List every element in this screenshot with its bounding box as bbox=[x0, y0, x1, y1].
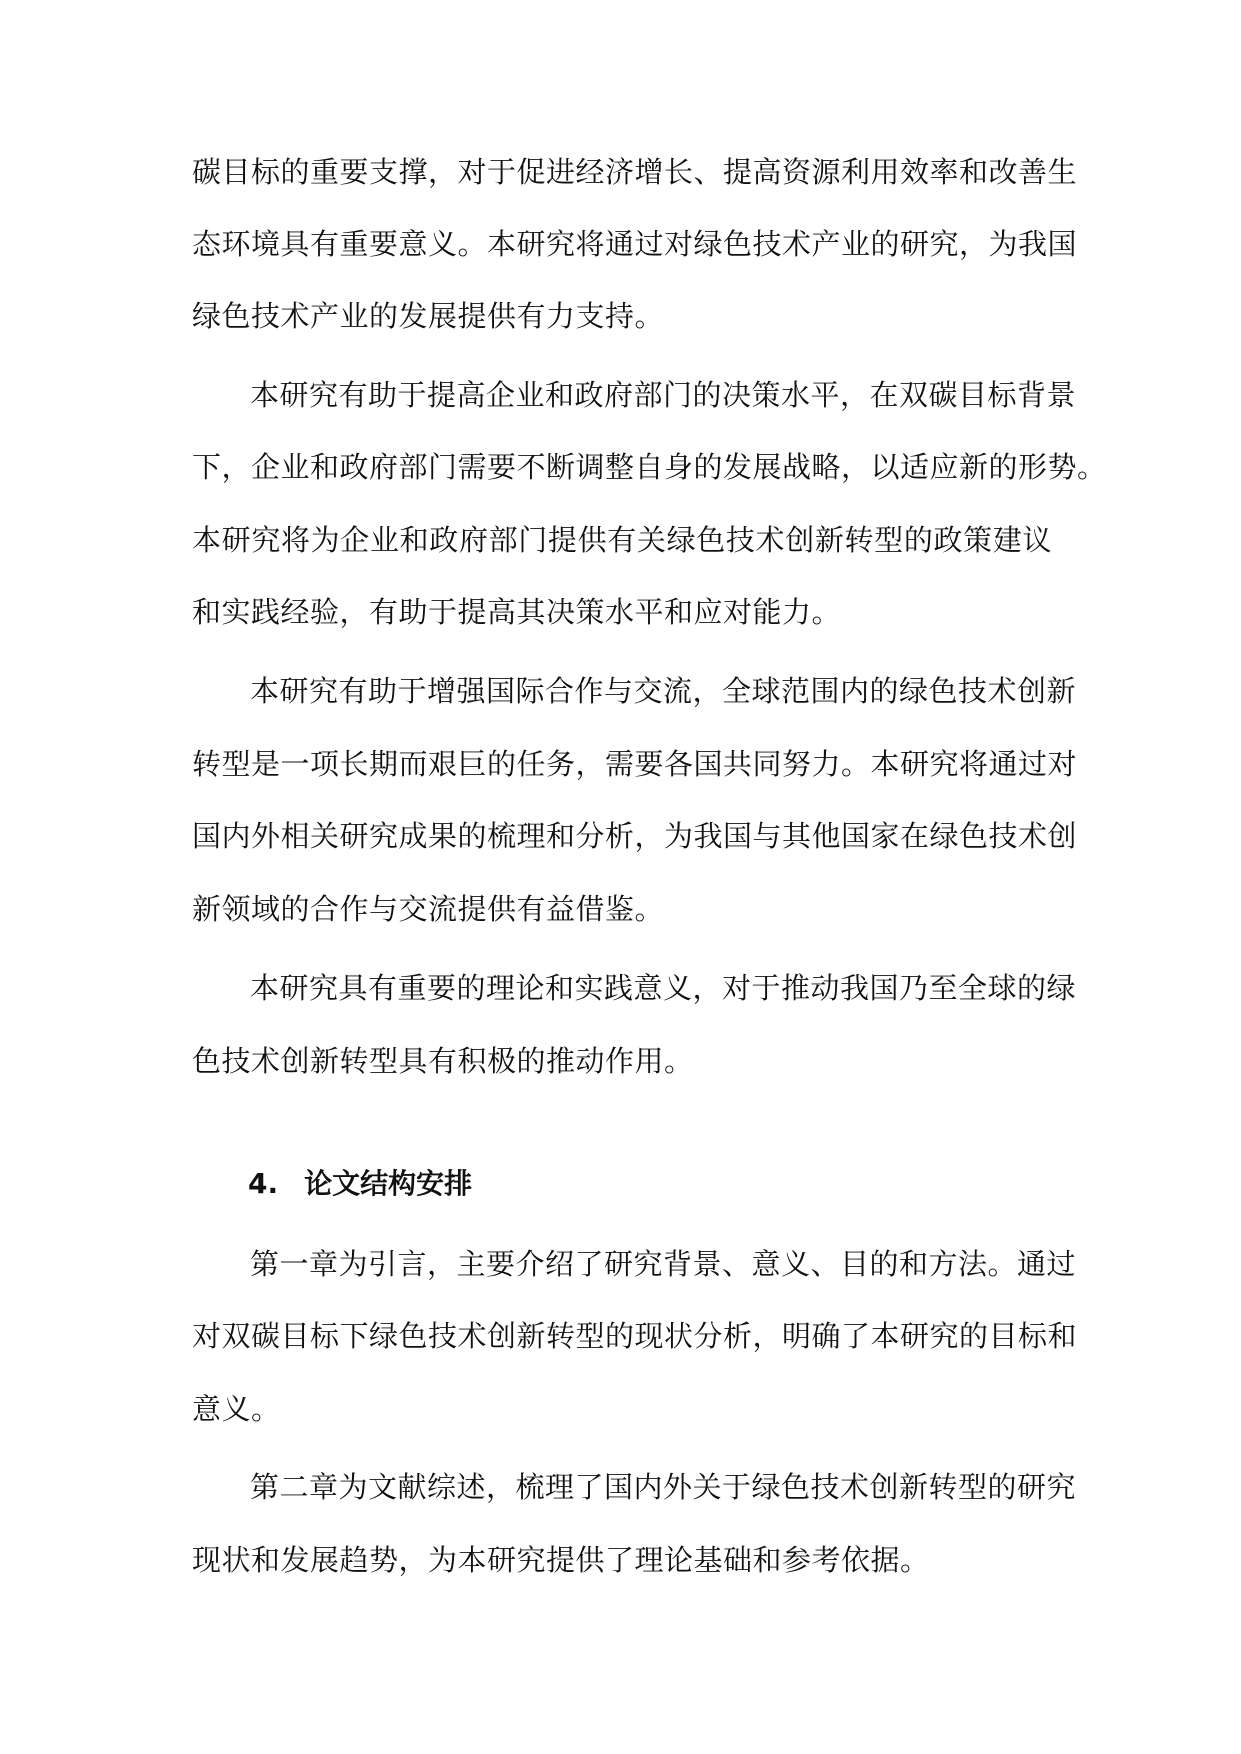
paragraph-line: 色技术创新转型具有积极的推动作用。 bbox=[192, 1044, 694, 1078]
paragraph-line: 现状和发展趋势，为本研究提供了理论基础和参考依据。 bbox=[192, 1543, 930, 1577]
paragraph-line: 转型是一项长期而艰巨的任务，需要各国共同努力。本研究将通过对 bbox=[192, 747, 1078, 781]
paragraph-line: 态环境具有重要意义。本研究将通过对绿色技术产业的研究，为我国 bbox=[192, 227, 1078, 261]
paragraph-line: 对双碳目标下绿色技术创新转型的现状分析，明确了本研究的目标和 bbox=[192, 1319, 1078, 1353]
paragraph-line: 新领域的合作与交流提供有益借鉴。 bbox=[192, 892, 665, 926]
section-title: 论文结构安排 bbox=[304, 1167, 473, 1200]
paragraph-line: 下，企业和政府部门需要不断调整自身的发展战略，以适应新的形势。 bbox=[192, 450, 1107, 484]
paragraph-line: 本研究具有重要的理论和实践意义，对于推动我国乃至全球的绿 bbox=[250, 971, 1077, 1005]
paragraph-line: 第二章为文献综述，梳理了国内外关于绿色技术创新转型的研究 bbox=[250, 1470, 1077, 1504]
paragraph-line: 碳目标的重要支撑，对于促进经济增长、提高资源利用效率和改善生 bbox=[192, 155, 1078, 189]
paragraph-line: 和实践经验，有助于提高其决策水平和应对能力。 bbox=[192, 595, 842, 629]
paragraph-line: 本研究有助于提高企业和政府部门的决策水平，在双碳目标背景 bbox=[250, 378, 1077, 412]
paragraph-line: 国内外相关研究成果的梳理和分析，为我国与其他国家在绿色技术创 bbox=[192, 819, 1078, 853]
paragraph-line: 本研究将为企业和政府部门提供有关绿色技术创新转型的政策建议 bbox=[192, 523, 1052, 557]
paragraph-line: 本研究有助于增强国际合作与交流，全球范围内的绿色技术创新 bbox=[250, 674, 1077, 708]
section-heading bbox=[248, 1164, 472, 1204]
paragraph-line: 第一章为引言，主要介绍了研究背景、意义、目的和方法。通过 bbox=[250, 1247, 1077, 1281]
paragraph-line: 意义。 bbox=[192, 1392, 281, 1426]
section-number: 4. bbox=[248, 1167, 279, 1200]
paragraph-line: 绿色技术产业的发展提供有力支持。 bbox=[192, 299, 665, 333]
